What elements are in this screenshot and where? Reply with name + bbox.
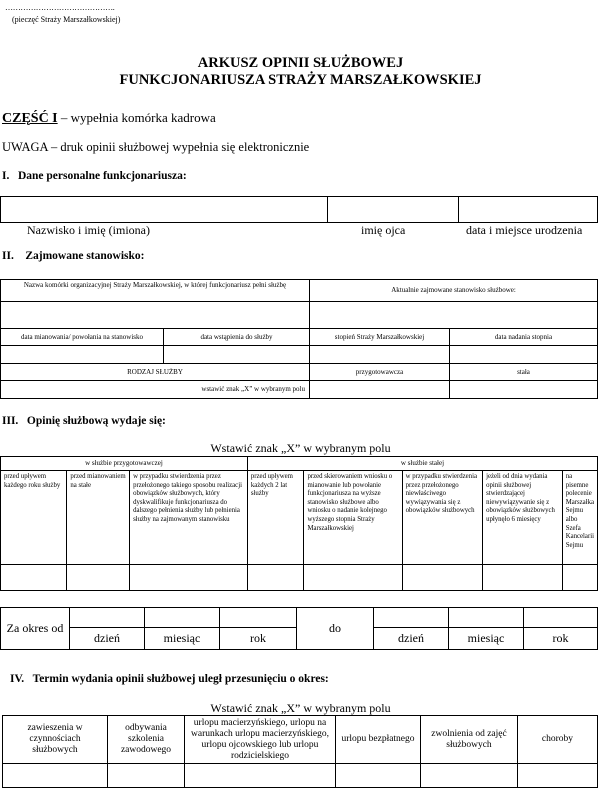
period-from-label: Za okres od: [1, 608, 70, 650]
postpone-check-3[interactable]: [185, 764, 336, 788]
reason-col-2: przed mianowaniem na stałe: [67, 471, 130, 565]
from-month-field[interactable]: [145, 608, 220, 628]
rank-field[interactable]: [310, 346, 450, 364]
section4-heading: IV. Termin wydania opinii służbowej uległ przesunięciu o okres:: [10, 673, 329, 685]
to-year-label: rok: [524, 628, 598, 650]
part1-label: CZĘŚĆ I: [2, 111, 58, 126]
form-title-line2: FUNKCJONARIUSZA STRAŻY MARSZAŁKOWSKIEJ: [119, 72, 482, 88]
from-day-field[interactable]: [70, 608, 145, 628]
reason-col-6: w przypadku stwierdzenia przez przełożonego niewłaściwego wywiązywania się z obowiązków służbowych: [402, 471, 482, 565]
period-to-label: do: [297, 608, 374, 650]
part1-rest: – wypełnia komórka kadrowa: [57, 110, 216, 125]
postpone-col-6: choroby: [518, 716, 598, 764]
service-type-label: RODZAJ SŁUŻBY: [1, 364, 310, 381]
postpone-check-6[interactable]: [518, 764, 598, 788]
entry-date-label: data wstąpienia do służby: [164, 329, 310, 346]
reason-check-8[interactable]: [562, 565, 597, 591]
reason-check-3[interactable]: [130, 565, 248, 591]
caption-birth: data i miejsce urodzenia: [466, 223, 583, 237]
reason-col-7: jeżeli od dnia wydania opinii służbowej stwierdzającej niewywiązywanie się z obowiązków służbowych upłynęło 6 miesięcy: [483, 471, 563, 565]
name-field[interactable]: [1, 197, 328, 223]
stamp-dots: …………………………………….: [5, 3, 115, 12]
from-month-label: miesiąc: [145, 628, 220, 650]
reason-check-6[interactable]: [402, 565, 482, 591]
personal-data-table: [0, 196, 598, 223]
postpone-check-5[interactable]: [421, 764, 518, 788]
reason-col-3: w przypadku stwierdzenia przez przełożonego takiego sposobu realizacji obowiązków służbowych, który dyskwalifikuje funkcjonariusza do dalszego pełnienia służby lub pełnienia służby na zajmowanym stanowisku: [130, 471, 248, 565]
from-year-label: rok: [220, 628, 297, 650]
from-year-field[interactable]: [220, 608, 297, 628]
section2-heading: II. Zajmowane stanowisko:: [2, 250, 145, 262]
father-name-field[interactable]: [328, 197, 459, 223]
stamp-caption: (pieczęć Straży Marszałkowskiej): [12, 15, 121, 24]
period-table: [0, 607, 598, 650]
reason-check-4[interactable]: [247, 565, 304, 591]
reason-check-5[interactable]: [304, 565, 402, 591]
unit-label: Nazwa komórki organizacyjnej Straży Marszałkowskiej, w której funkcjonariusz pełni służbę: [1, 280, 310, 302]
from-day-label: dzień: [70, 628, 145, 650]
reason-check-2[interactable]: [67, 565, 130, 591]
rank-date-field[interactable]: [450, 346, 598, 364]
postpone-check-4[interactable]: [336, 764, 421, 788]
electronic-notice: UWAGA – druk opinii służbowej wypełnia się elektronicznie: [2, 140, 310, 154]
unit-field[interactable]: [1, 302, 310, 329]
prep-service-group: w służbie przygotowawczej: [1, 457, 248, 471]
permanent-label: stała: [450, 364, 598, 381]
reason-col-8: na pisemne polecenie Marszałka Sejmu albo Szefa Kancelarii Sejmu: [562, 471, 597, 565]
preparatory-checkbox[interactable]: [310, 381, 450, 399]
postpone-check-2[interactable]: [108, 764, 185, 788]
rank-date-label: data nadania stopnia: [450, 329, 598, 346]
to-year-field[interactable]: [524, 608, 598, 628]
current-position-field[interactable]: [310, 302, 598, 329]
to-month-label: miesiąc: [449, 628, 524, 650]
section3-mark-hint: Wstawić znak „X” w wybranym polu: [210, 441, 391, 455]
postpone-col-5: zwolnienia od zajęć służbowych: [421, 716, 518, 764]
postpone-col-1: zawieszenia w czynnościach służbowych: [3, 716, 108, 764]
current-position-label: Aktualnie zajmowane stanowisko służbowe:: [310, 280, 598, 302]
postponement-table: [2, 715, 598, 788]
caption-name: Nazwisko i imię (imiona): [27, 223, 150, 237]
to-day-field[interactable]: [374, 608, 449, 628]
section4-mark-hint: Wstawić znak „X” w wybranym polu: [210, 701, 391, 715]
reason-col-1: przed upływem każdego roku służby: [1, 471, 67, 565]
postpone-col-4: urlopu bezpłatnego: [336, 716, 421, 764]
opinion-reason-table: [0, 456, 598, 591]
appointment-date-label: data mianowania/ powołania na stanowisko: [1, 329, 164, 346]
postpone-col-3: urlopu macierzyńskiego, urlopu na warunkach urlopu macierzyńskiego, urlopu ojcowskiego lub urlopu rodzicielskiego: [185, 716, 336, 764]
postpone-col-2: odbywania szkolenia zawodowego: [108, 716, 185, 764]
reason-col-5: przed skierowaniem wniosku o mianowanie lub powołanie funkcjonariusza na wyższe stanowisko służbowe albo wniosku o nadanie kolejnego wyższego stopnia Straży Marszałkowskiej: [304, 471, 402, 565]
permanent-checkbox[interactable]: [450, 381, 598, 399]
section3-heading: III. Opinię służbową wydaje się:: [2, 415, 166, 427]
reason-check-7[interactable]: [483, 565, 563, 591]
form-title: [0, 55, 601, 89]
to-month-field[interactable]: [449, 608, 524, 628]
service-type-hint: wstawić znak „X” w wybranym polu: [1, 381, 310, 399]
reason-col-4: przed upływem każdych 2 lat służby: [247, 471, 304, 565]
perm-service-group: w służbie stałej: [247, 457, 597, 471]
rank-label: stopień Straży Marszałkowskiej: [310, 329, 450, 346]
appointment-date-field[interactable]: [1, 346, 164, 364]
part1-heading: [2, 110, 216, 127]
form-title-line1: ARKUSZ OPINII SŁUŻBOWEJ: [197, 55, 404, 71]
birth-field[interactable]: [459, 197, 598, 223]
entry-date-field[interactable]: [164, 346, 310, 364]
reason-check-1[interactable]: [1, 565, 67, 591]
section1-heading: I. Dane personalne funkcjonariusza:: [2, 170, 187, 182]
to-day-label: dzień: [374, 628, 449, 650]
postpone-check-1[interactable]: [3, 764, 108, 788]
preparatory-label: przygotowawcza: [310, 364, 450, 381]
position-table: [0, 279, 598, 399]
caption-father-name: imię ojca: [361, 223, 406, 237]
